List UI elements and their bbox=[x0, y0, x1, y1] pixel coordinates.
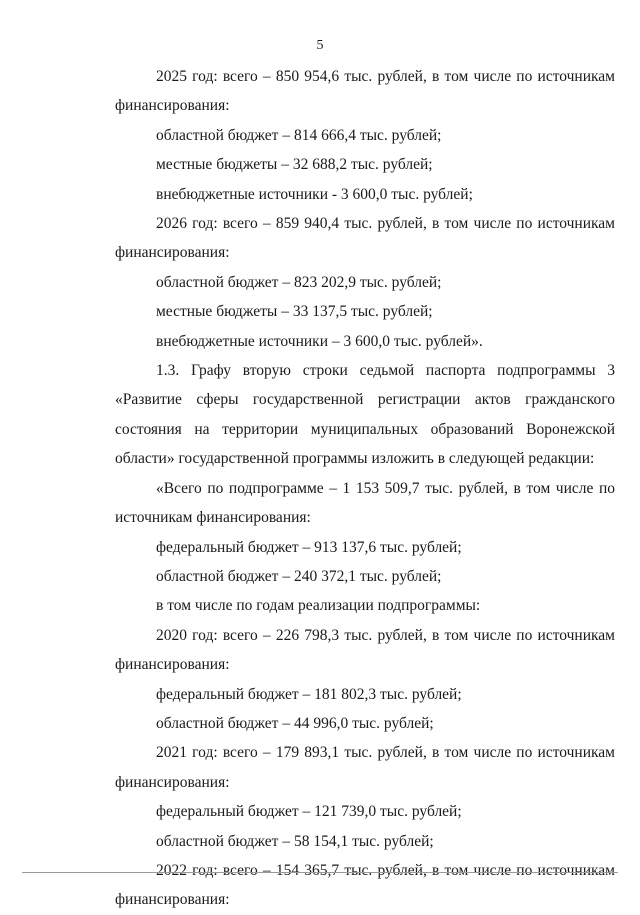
paragraph-section-1-3: 1.3. Графу вторую строки седьмой паспорта подпрограммы 3 «Развитие сферы государственной регистрации актов гражданского состояния на территории муниципальных образований Воронежской области» государственной программы изложить в следующей редакции: bbox=[115, 362, 615, 468]
paragraph-by-years: в том числе по годам реализации подпрограммы: bbox=[156, 597, 481, 615]
paragraph-2025-total: 2025 год: всего – 850 954,6 тыс. рублей, в том числе по источникам финансирования: bbox=[115, 68, 615, 115]
document-body bbox=[115, 62, 615, 915]
paragraph-regional-total: областной бюджет – 240 372,1 тыс. рублей; bbox=[156, 567, 442, 585]
paragraph-subprogram-total: «Всего по подпрограмме – 1 153 509,7 тыс. рублей, в том числе по источникам финансирования: bbox=[115, 479, 615, 527]
page-number: 5 bbox=[316, 38, 324, 53]
paragraph-2020-regional: областной бюджет – 44 996,0 тыс. рублей; bbox=[156, 714, 434, 732]
paragraph-federal-total: федеральный бюджет – 913 137,6 тыс. рублей; bbox=[156, 538, 462, 556]
paragraph-2021-federal: федеральный бюджет – 121 739,0 тыс. рублей; bbox=[156, 803, 462, 821]
paragraph-2026-regional: областной бюджет – 823 202,9 тыс. рублей; bbox=[156, 273, 442, 291]
paragraph-2026-local: местные бюджеты – 33 137,5 тыс. рублей; bbox=[156, 303, 433, 321]
paragraph-2026-extrabudget: внебюджетные источники – 3 600,0 тыс. рублей». bbox=[156, 332, 483, 350]
paragraph-2020-federal: федеральный бюджет – 181 802,3 тыс. рублей; bbox=[156, 685, 462, 703]
paragraph-2026-total: 2026 год: всего – 859 940,4 тыс. рублей, в том числе по источникам финансирования: bbox=[115, 215, 615, 262]
footer-divider bbox=[22, 872, 618, 873]
paragraph-2025-extrabudget: внебюджетные источники - 3 600,0 тыс. рублей; bbox=[156, 185, 473, 203]
paragraph-2025-local: местные бюджеты – 32 688,2 тыс. рублей; bbox=[156, 156, 433, 174]
paragraph-2025-regional: областной бюджет – 814 666,4 тыс. рублей; bbox=[156, 126, 442, 144]
paragraph-2022-total: 2022 год: всего – 154 365,7 тыс. рублей, в том числе по источникам финансирования: bbox=[115, 861, 615, 909]
paragraph-2021-total: 2021 год: всего – 179 893,1 тыс. рублей, в том числе по источникам финансирования: bbox=[115, 744, 615, 791]
paragraph-2020-total: 2020 год: всего – 226 798,3 тыс. рублей, в том числе по источникам финансирования: bbox=[115, 626, 615, 674]
paragraph-2021-regional: областной бюджет – 58 154,1 тыс. рублей; bbox=[156, 832, 434, 850]
